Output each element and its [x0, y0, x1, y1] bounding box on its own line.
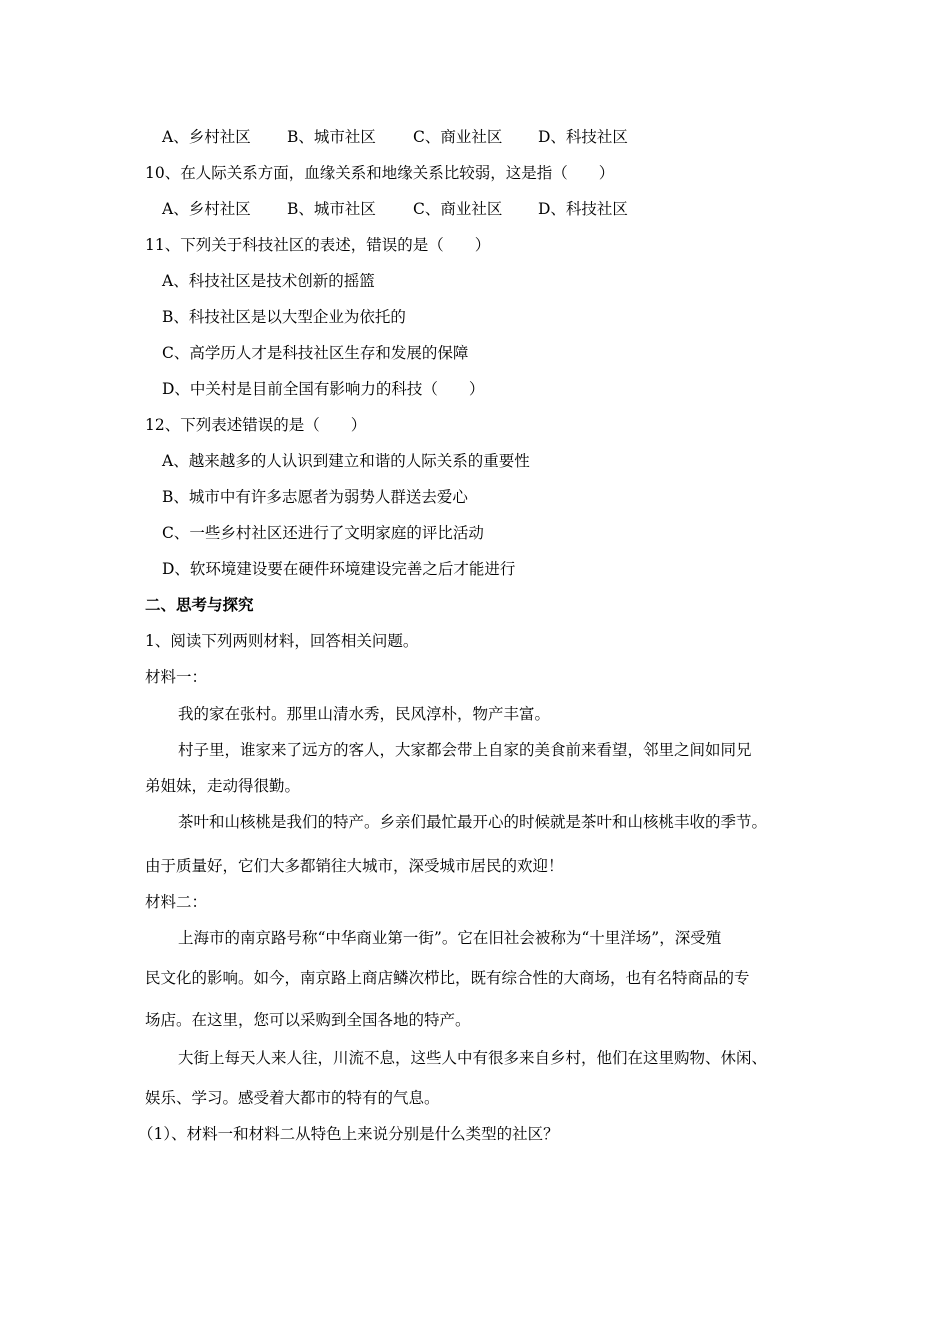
material-paragraph-line: 村子里，谁家来了远方的客人，大家都会带上自家的美食前来看望，邻里之间如同兄 — [178, 741, 752, 759]
option-a: A、乡村社区 — [162, 200, 251, 218]
option-b: B、城市社区 — [287, 128, 376, 146]
q11-option-c: C、高学历人才是科技社区生存和发展的保障 — [162, 344, 469, 362]
question-stem: 1、阅读下列两则材料，回答相关问题。 — [145, 632, 419, 650]
material-paragraph-line: 上海市的南京路号称“中华商业第一街”。它在旧社会被称为“十里洋场”，深受殖 — [178, 929, 722, 947]
section-heading: 二、思考与探究 — [145, 595, 254, 614]
q10-options-row — [162, 199, 628, 219]
q11-option-a: A、科技社区是技术创新的摇篮 — [162, 272, 375, 290]
q9-options-row — [162, 127, 628, 147]
sub-question: （1）、材料一和材料二从特色上来说分别是什么类型的社区？ — [138, 1125, 559, 1143]
q12-option-d: D、软环境建设要在硬件环境建设完善之后才能进行 — [162, 560, 516, 578]
option-b: B、城市社区 — [287, 200, 376, 218]
material-paragraph-line: 民文化的影响。如今，南京路上商店鳞次栉比，既有综合性的大商场，也有名特商品的专 — [145, 969, 750, 987]
material-paragraph-line: 我的家在张村。那里山清水秀，民风淳朴，物产丰富。 — [178, 705, 551, 723]
option-c: C、商业社区 — [413, 200, 503, 218]
option-d: D、科技社区 — [538, 200, 628, 218]
q12-option-a: A、越来越多的人认识到建立和谐的人际关系的重要性 — [162, 452, 530, 470]
material-paragraph-line: 弟姐妹，走动得很勤。 — [145, 777, 301, 795]
material-label: 材料一： — [145, 668, 208, 686]
material-paragraph-line: 娱乐、学习。感受着大都市的特有的气息。 — [145, 1089, 440, 1107]
material-paragraph-line: 由于质量好，它们大多都销往大城市，深受城市居民的欢迎！ — [145, 857, 564, 875]
q12-option-c: C、一些乡村社区还进行了文明家庭的评比活动 — [162, 524, 484, 542]
material-paragraph-line: 场店。在这里，您可以采购到全国各地的特产。 — [145, 1011, 471, 1029]
material-label: 材料二： — [145, 893, 208, 911]
q11-option-b: B、科技社区是以大型企业为依托的 — [162, 308, 406, 326]
material-paragraph-line: 茶叶和山核桃是我们的特产。乡亲们最忙最开心的时候就是茶叶和山核桃丰收的季节。 — [178, 813, 768, 831]
material-paragraph-line: 大街上每天人来人往，川流不息，这些人中有很多来自乡村，他们在这里购物、休闲、 — [178, 1049, 768, 1067]
option-d: D、科技社区 — [538, 128, 628, 146]
q11-stem: 11、下列关于科技社区的表述，错误的是（ ） — [145, 236, 491, 254]
q11-option-d: D、中关村是目前全国有影响力的科技（ ） — [162, 380, 485, 398]
option-c: C、商业社区 — [413, 128, 503, 146]
option-a: A、乡村社区 — [162, 128, 251, 146]
q10-stem: 10、在人际关系方面，血缘关系和地缘关系比较弱，这是指（ ） — [145, 164, 615, 182]
q12-option-b: B、城市中有许多志愿者为弱势人群送去爱心 — [162, 488, 468, 506]
q12-stem: 12、下列表述错误的是（ ） — [145, 416, 367, 434]
